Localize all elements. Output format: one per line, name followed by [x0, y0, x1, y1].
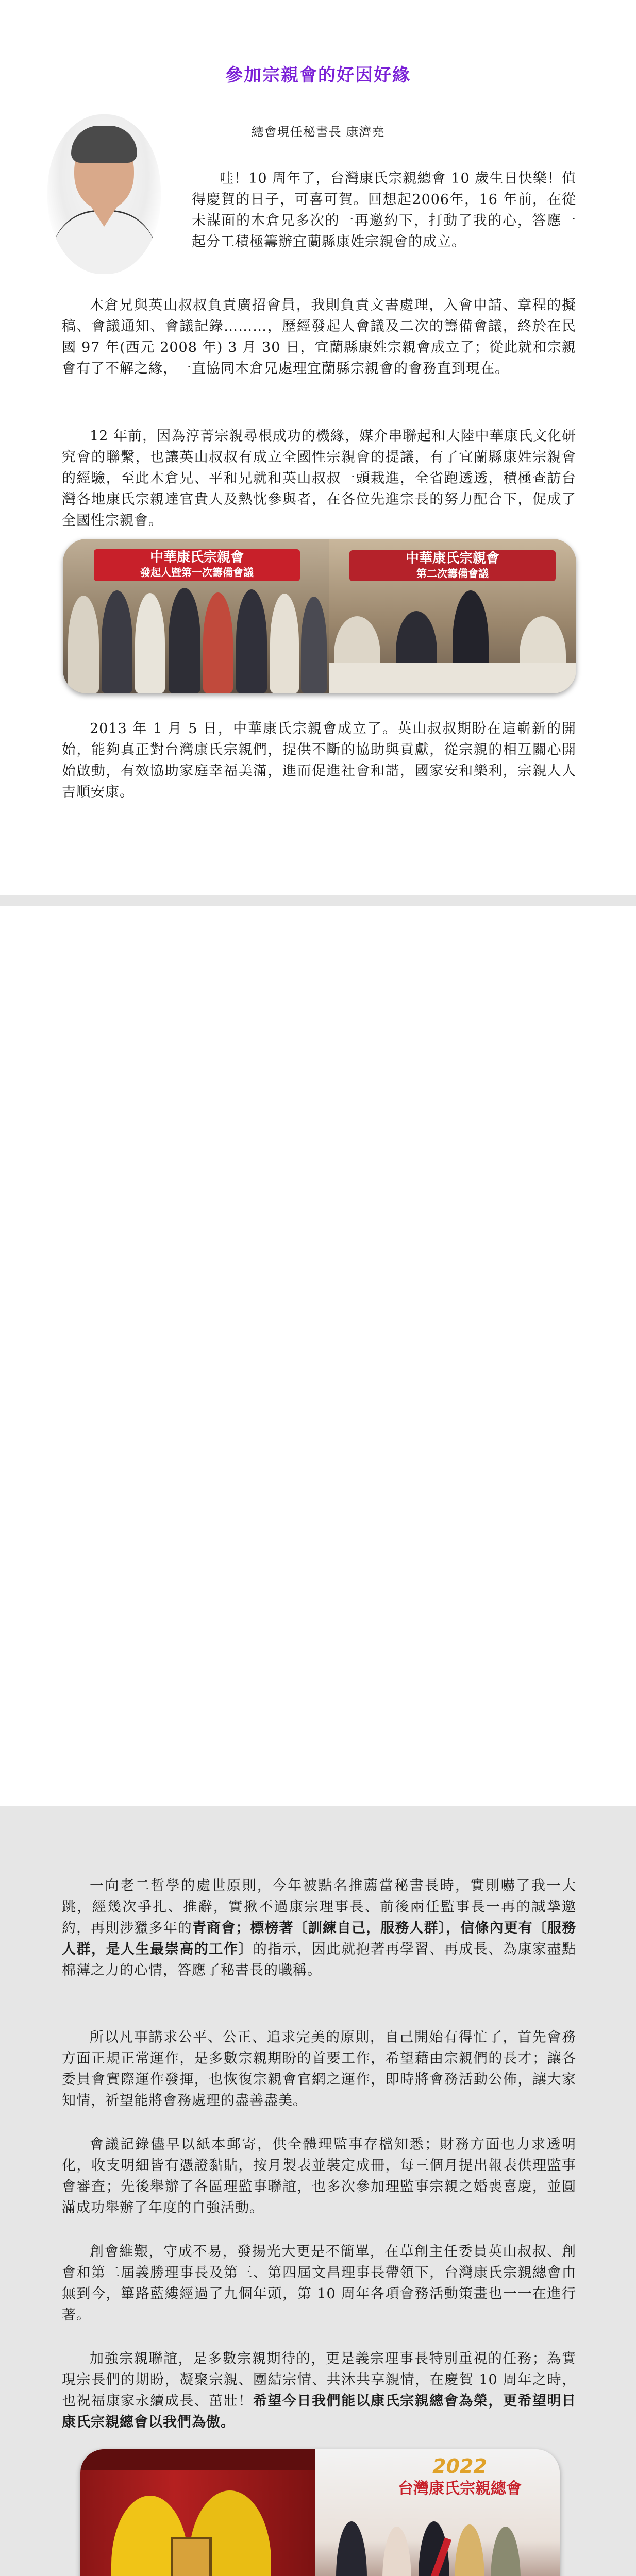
author-portrait	[47, 114, 161, 274]
banner-text: 台灣康氏宗親總會	[398, 2479, 522, 2498]
paragraph-text: 的指示，因此就抱著再學習、再成長、為康家盡點棉薄之力的心情，答應了秘書長的職稱。	[62, 1941, 577, 1978]
banner-text: 中華康氏宗親會	[149, 550, 244, 565]
paragraph: 木倉兄與英山叔叔負責廣招會員，我則負責文書處理，入會申請、章程的擬稿、會議通知、會議記錄………，歷經發起人會議及二次的籌備會議，終於在民國 97 年(西元 2008 年) 3 月 30 日，宜蘭縣康姓宗親會成立了；從此就和宗親會有了不解之緣，一直協同木倉兄處理宜蘭縣宗親會的會務直到現在。	[62, 297, 576, 377]
paragraph: 所以凡事講求公平、公正、追求完美的原則，自己開始有得忙了，首先會務方面正規正常運作，是多數宗親期盼的首要工作，希望藉由宗親們的長才；讓各委員會實際運作發揮，也恢復宗親會官網之運作，即時將會務活動公佈，讓大家知情，祈望能將會務處理的盡善盡美。	[62, 2029, 576, 2109]
paragraph	[62, 1875, 576, 1981]
page-1	[0, 0, 636, 895]
meeting-photo	[63, 539, 576, 693]
banner-text: 中華康氏宗親會	[405, 551, 499, 566]
page-2	[0, 906, 636, 2498]
paragraph-text: 一向老二哲學的處世原則，今年被點名推薦當秘書長時，實則嚇了我一大跳，經幾次爭扎、推辭，實揪不過康宗理事長、前後兩任監事長一再的誠摯邀約，再則涉獵多年的	[62, 1878, 576, 1936]
banner-text: 發起人暨第一次籌備會議	[140, 566, 254, 579]
banner-year: 2022	[432, 2455, 487, 2478]
article-title: 參加宗親會的好因好緣	[225, 65, 411, 86]
paragraph	[62, 2348, 576, 2433]
banner-text: 第二次籌備會議	[416, 567, 489, 580]
paragraph: 創會維艱，守成不易，發揚光大更是不簡單，在草創主任委員英山叔叔、創會和第二屆義勝理事長及第三、第四屆文昌理事長帶領下，台灣康氏宗親總會由無到今，篳路藍縷經過了九個年頭，第 10 周年各項會務活動策畫也一一在進行著。	[62, 2244, 576, 2323]
award-photo	[80, 2449, 560, 2576]
paragraph: 12 年前，因為淳菁宗親尋根成功的機緣，媒介串聯起和大陸中華康氏文化研究會的聯繫，也讓英山叔叔有成立全國性宗親會的提議，有了宜蘭縣康姓宗親會的經驗，至此木倉兄、平和兄就和英山叔叔一頭栽進，全省跑透透，積極查訪台灣各地康氏宗親達官貴人及熱忱參與者，在各位先進宗長的努力配合下，促成了全國性宗親會。	[62, 428, 576, 529]
paragraph-emphasis: 青商會；標榜著〔訓練自己，服務人群〕，信條內更有〔服務人群，是人生最崇高的工作〕	[62, 1920, 577, 1957]
paragraph-text: 加強宗親聯誼，是多數宗親期待的，更是義宗理事長特別重視的任務；為實現宗長們的期盼，凝聚宗親、團結宗情、共沐共享親情，在慶賀 10 周年之時，也祝福康家永續成長、茁壯！	[62, 2351, 576, 2409]
paragraph-emphasis: 希望今日我們能以康氏宗親總會為榮，更希望明日康氏宗親總會以我們為傲。	[62, 2393, 577, 2430]
author-byline: 總會現任秘書長 康濟堯	[251, 125, 385, 139]
paragraph: 2013 年 1 月 5 日，中華康氏宗親會成立了。英山叔叔期盼在這嶄新的開始，能夠真正對台灣康氏宗親們，提供不斷的協助與貢獻，從宗親的相互關心開始啟動，有效協助家庭幸福美滿，進而促進社會和諧，國家安和樂利，宗親人人吉順安康。	[62, 721, 576, 800]
paragraph: 會議記錄儘早以紙本郵寄，供全體理監事存檔知悉；財務方面也力求透明化，收支明細皆有憑證黏貼，按月製表並裝定成冊，每三個月提出報表供理監事會審查；先後舉辦了各區理監事聯誼，也多次參加理監事宗親之婚喪喜慶，並圓滿成功舉辦了年度的自強活動。	[62, 2137, 576, 2216]
intro-paragraph: 哇！10 周年了，台灣康氏宗親總會 10 歲生日快樂！值得慶賀的日子，可喜可賀。回想起2006年，16 年前，在從未謀面的木倉兄多次的一再邀約下，打動了我的心，答應一起分工積極籌辦宜蘭縣康姓宗親會的成立。	[192, 171, 576, 250]
